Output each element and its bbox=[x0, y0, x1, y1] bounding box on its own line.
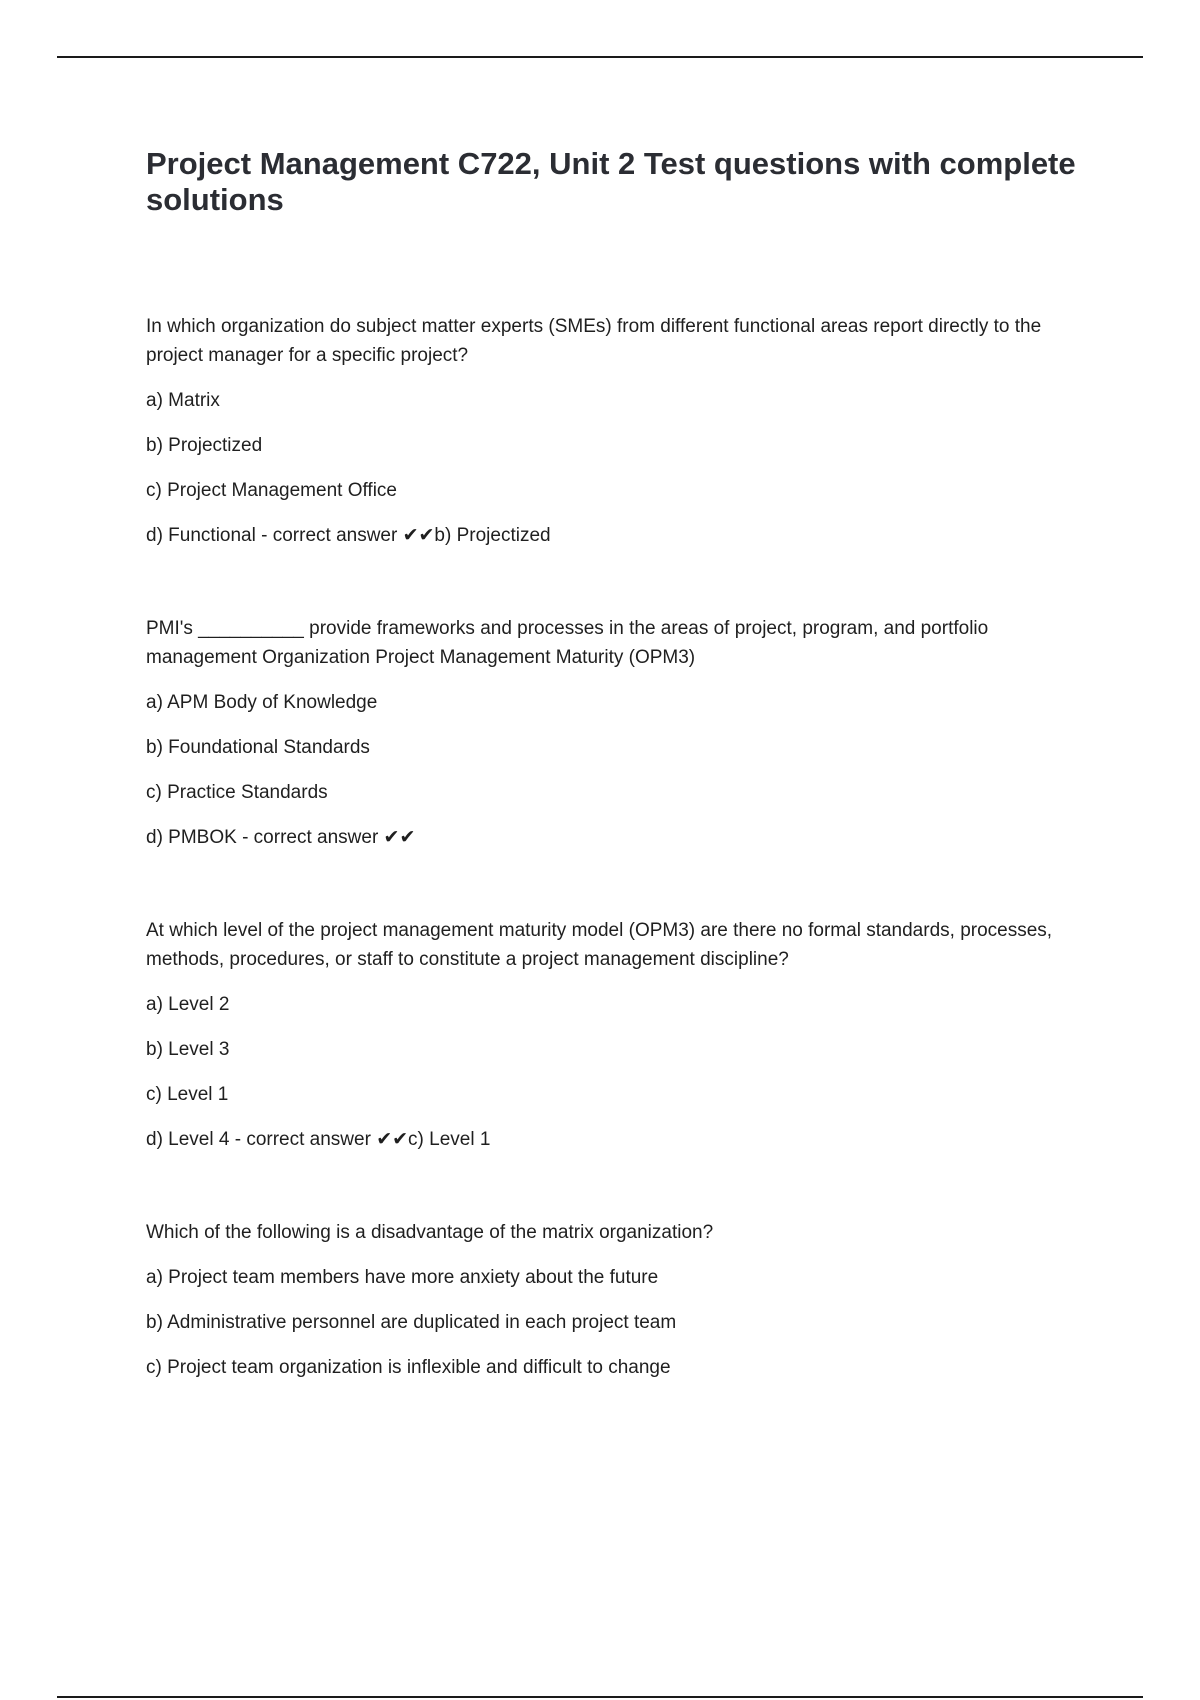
bottom-rule bbox=[57, 1696, 1143, 1698]
option-a: a) Project team members have more anxiety about the future bbox=[146, 1267, 659, 1288]
question-text: In which organization do subject matter experts (SMEs) from different functional areas report directly to the project manager for a specific project? bbox=[146, 316, 1042, 366]
top-rule bbox=[57, 56, 1143, 58]
document-title: Project Management C722, Unit 2 Test questions with complete solutions bbox=[146, 146, 1076, 217]
option-c: c) Project team organization is inflexible and difficult to change bbox=[146, 1357, 671, 1378]
question-4 bbox=[146, 1218, 1096, 1382]
option-c: c) Level 1 bbox=[146, 1084, 229, 1105]
option-c: c) Practice Standards bbox=[146, 782, 328, 803]
option-a: a) APM Body of Knowledge bbox=[146, 692, 378, 713]
option-a: a) Matrix bbox=[146, 390, 220, 411]
option-a: a) Level 2 bbox=[146, 994, 230, 1015]
option-b: b) Foundational Standards bbox=[146, 737, 370, 758]
question-1 bbox=[146, 312, 1096, 550]
question-text: Which of the following is a disadvantage of the matrix organization? bbox=[146, 1222, 714, 1243]
question-text: PMI's __________ provide frameworks and processes in the areas of project, program, and portfolio management Organization Project Management Maturity (OPM3) bbox=[146, 618, 989, 668]
option-d-with-answer: d) Functional - correct answer ✔✔b) Projectized bbox=[146, 525, 551, 546]
option-b: b) Projectized bbox=[146, 435, 263, 456]
option-d-with-answer: d) PMBOK - correct answer ✔✔ bbox=[146, 827, 416, 848]
question-text: At which level of the project management maturity model (OPM3) are there no formal standards, processes, methods, procedures, or staff to constitute a project management discipline? bbox=[146, 920, 1053, 970]
question-2 bbox=[146, 614, 1096, 852]
question-list bbox=[146, 312, 1096, 1382]
option-c: c) Project Management Office bbox=[146, 480, 397, 501]
question-3 bbox=[146, 916, 1096, 1154]
document-body bbox=[146, 146, 1096, 1382]
option-d-with-answer: d) Level 4 - correct answer ✔✔c) Level 1 bbox=[146, 1129, 491, 1150]
option-b: b) Administrative personnel are duplicated in each project team bbox=[146, 1312, 677, 1333]
option-b: b) Level 3 bbox=[146, 1039, 230, 1060]
